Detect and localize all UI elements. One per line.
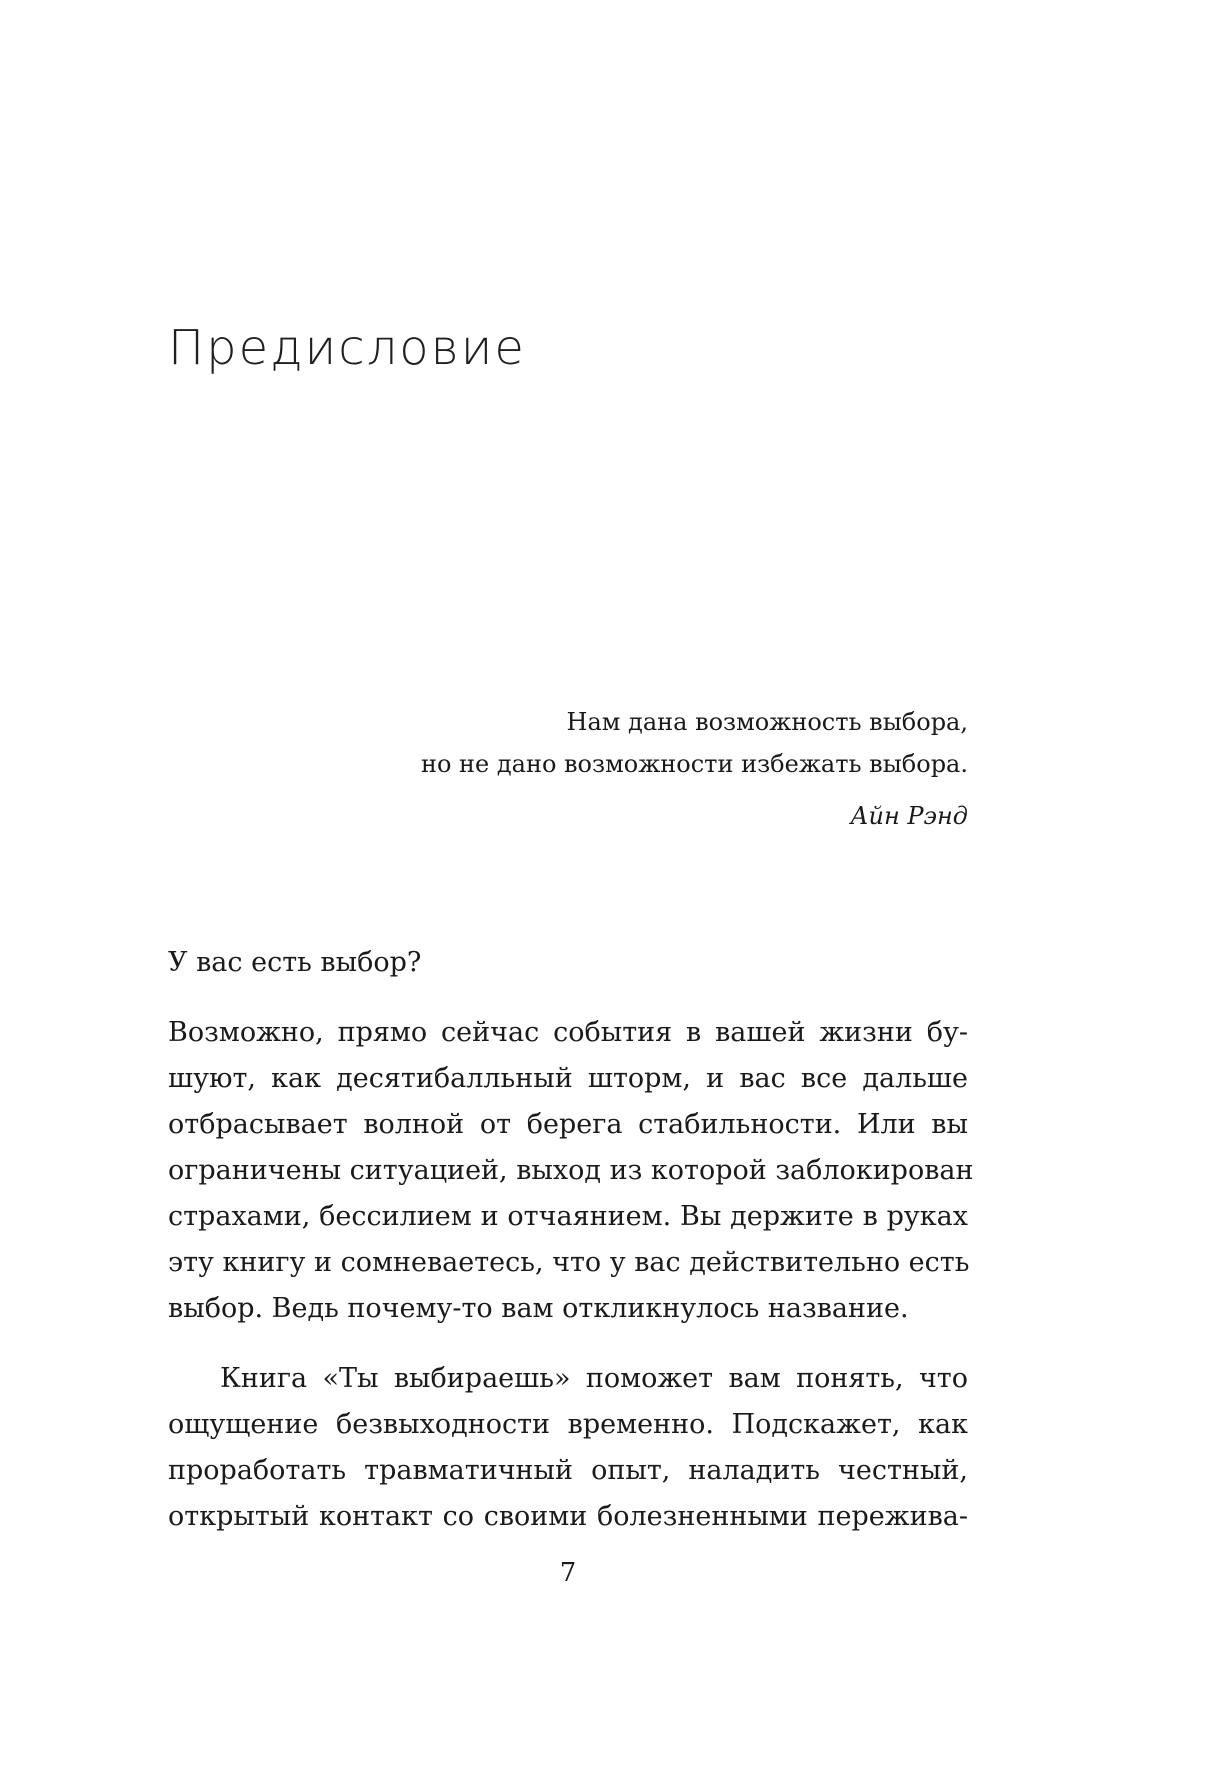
text-line: Книга «Ты выбираешь» поможет вам понять, что — [220, 1363, 968, 1394]
epigraph-line: но не дано возможности избежать выбора. — [420, 750, 968, 778]
text-line: ощущение безвыходности временно. Подскажет, как — [168, 1409, 968, 1440]
epigraph — [421, 701, 968, 837]
epigraph-line: Нам дана возможность выбора, — [566, 708, 968, 736]
chapter-title: Предисловие — [168, 320, 526, 376]
paragraph-2 — [168, 1356, 968, 1540]
text-line: выбор. Ведь почему-то вам откликнулось название. — [168, 1293, 909, 1324]
text-line: проработать травматичный опыт, наладить честный, — [168, 1455, 968, 1486]
text-line: страхами, бессилием и отчаянием. Вы держите в руках — [168, 1201, 968, 1232]
text-line: эту книгу и сомневаетесь, что у вас действительно есть — [168, 1247, 970, 1278]
epigraph-author: Айн Рэнд — [850, 802, 968, 830]
text-line: ограничены ситуацией, выход из которой заблокирован — [168, 1155, 974, 1186]
page-number: 7 — [559, 1558, 577, 1588]
text-line: Возможно, прямо сейчас события в вашей жизни бу- — [168, 1017, 968, 1048]
text-line: открытый контакт со своими болезненными пережива- — [168, 1501, 968, 1532]
text-line: отбрасывает волной от берега стабильности. Или вы — [168, 1109, 968, 1140]
opening-question: У вас есть выбор? — [168, 947, 422, 978]
text-line: шуют, как десятибалльный шторм, и вас все дальше — [168, 1063, 968, 1094]
body-text — [168, 940, 974, 1540]
paragraph-1 — [168, 1010, 974, 1332]
